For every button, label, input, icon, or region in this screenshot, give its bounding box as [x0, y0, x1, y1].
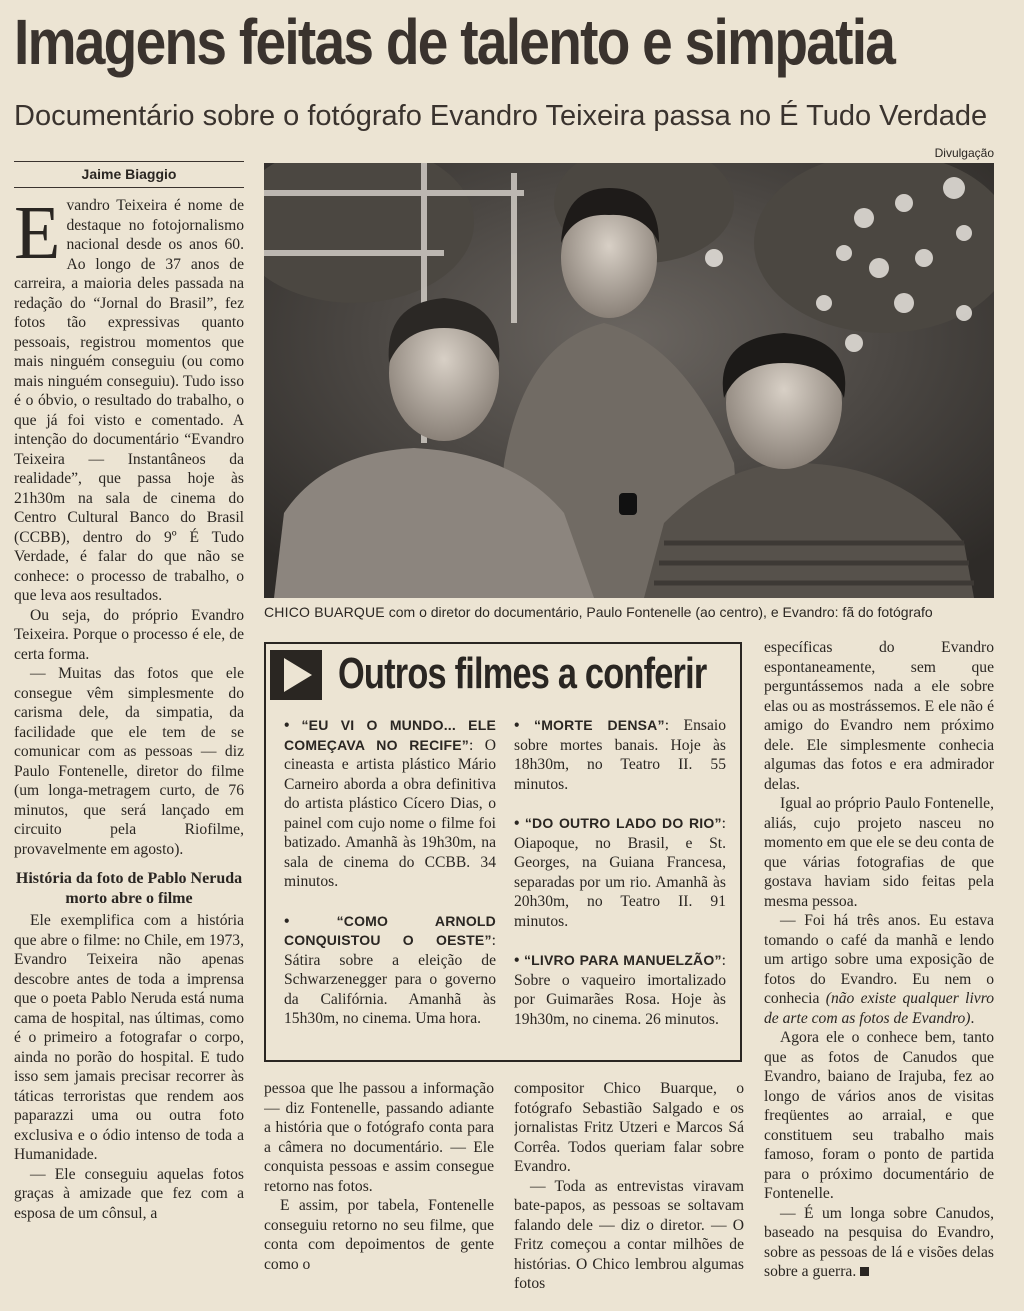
sidebar-item-text: : Ensaio sobre mortes banais. Hoje às 18h30m, no Teatro II. 55 minutos.: [514, 717, 726, 793]
caption-text: com o diretor do documentário, Paulo Fontenelle (ao centro), e Evandro: fã do fotógrafo: [384, 604, 933, 620]
article-paragraph: [14, 196, 244, 606]
article-paragraph: — Ele conseguiu aquelas fotos graças à amizade que fez com a esposa de um cônsul, a: [14, 1165, 244, 1222]
sidebar-item-title: “DO OUTRO LADO DO RIO”: [524, 815, 722, 831]
bullet: •: [284, 912, 337, 930]
sidebar-item-title: “MORTE DENSA”: [534, 717, 665, 733]
bullet: •: [514, 717, 534, 734]
article-paragraph: [764, 911, 994, 1028]
drop-cap: E: [14, 196, 61, 275]
article-paragraph: compositor Chico Buarque, o fotógrafo Sebastião Salgado e os jornalistas Fritz Utzeri e Marcos Sá Corrêa. Todos queriam falar sobre Evandro.: [514, 1080, 744, 1175]
article-column-4: [764, 638, 994, 1308]
article-column-1: [14, 196, 244, 1306]
sidebar-item: [514, 814, 726, 931]
sidebar-item-text: : Sobre o vaqueiro imortalizado por Guimarães Rosa. Hoje às 19h30m, no cinema. 26 minutos.: [514, 952, 726, 1028]
sidebar-item-title: “COMO ARNOLD CONQUISTOU O OESTE”: [284, 912, 496, 948]
article-paragraph: [764, 1204, 994, 1282]
article-column-3: [514, 1079, 744, 1307]
article-paragraph: Ou seja, do próprio Evandro Teixeira. Porque o processo é ele, de certa forma.: [14, 606, 244, 663]
article-paragraph: — Toda as entrevistas viravam bate-papos, as pessoas se soltavam falando dele — diz o diretor. — O Fritz começou a contar milhões de histórias. O Chico lembrou algumas fotos: [514, 1177, 744, 1292]
play-icon: [270, 650, 322, 700]
article-paragraph: — Muitas das fotos que ele consegue vêm simplesmente do carisma dele, da simpatia, da facilidade que ele tem de se comunicar com as pessoas — diz Paulo Fontenelle, diretor do filme (um longa-metragem curto, de 76 minutos, que será lançado em circuito pela Riofilme, provavelmente em agosto).: [14, 665, 244, 858]
sidebar-item-text: : Oiapoque, no Brasil, e St. Georges, na Guiana Francesa, separadas por um rio. Amanhã às 20h30m, no Teatro II. 91 minutos.: [514, 815, 727, 930]
sidebar-item: [514, 951, 726, 1029]
sidebar-item-text: : O cineasta e artista plástico Mário Carneiro aborda a obra definitiva do artista plástico Cícero Dias, o painel com cujo nome o filme foi batizado. Amanhã às 19h30m, na sala de cinema do CCBB. 34 minutos.: [284, 736, 496, 890]
article-paragraph: Ele exemplifica com a história que abre o filme: no Chile, em 1973, Evandro Teixeira não apenas descobre antes de toda a imprensa que o poeta Pablo Neruda está numa cama de hospital, nas últimas, como é o primeiro a fotografar o corpo, ainda no porão do hospital. E tudo isso sem jamais precisar recorrer às táticas terroristas que rendem aos paparazzi uma ou outra foto exclusiva e o ódio intenso de toda a Humanidade.: [14, 912, 244, 1163]
sidebar-item: [284, 716, 496, 892]
subheadline: Documentário sobre o fotógrafo Evandro Teixeira passa no É Tudo Verdade: [14, 100, 988, 132]
article-text: vandro Teixeira é nome de destaque no fotojornalismo nacional desde os anos 60. Ao longo de 37 anos de carreira, a maioria deles passada na redação do “Jornal do Brasil”, fez fotos tão expressivas quanto pessoais, registrou momentos que mais ninguém conseguiu (ou como mais ninguém conseguiu). Tudo isso é o óbvio, o resultado do trabalho, o que já foi visto e comentado. A intenção do documentário “Evandro Teixeira — Instantâneos da realidade”, que passa hoje às 21h30m na sala de cinema do Centro Cultural Banco do Brasil (CCBB), dentro do 9º É Tudo Verdade, é falar do que não se conhece: o processo de trabalho, o que leva aos resultados.: [14, 197, 244, 604]
article-photo: [264, 163, 994, 598]
article-text: — É um longa sobre Canudos, baseado na pesquisa do Evandro, sobre as pessoas de lá e visões delas sobre a guerra.: [764, 1204, 994, 1280]
article-column-2: [264, 1079, 494, 1307]
article-subhead: História da foto de Pablo Neruda morto abre o filme: [15, 870, 243, 907]
sidebar-item: [284, 912, 496, 1029]
article-paragraph: E assim, por tabela, Fontenelle conseguiu retorno no seu filme, que conta com depoimentos de gente como o: [264, 1197, 494, 1273]
sidebar-item-title: “EU VI O MUNDO... ELE COMEÇAVA NO RECIFE”: [284, 717, 496, 753]
end-mark-icon: [860, 1267, 869, 1276]
sidebar-column-2: [514, 716, 726, 1049]
sidebar-title: Outros filmes a conferir: [338, 649, 707, 698]
headline: Imagens feitas de talento e simpatia: [14, 6, 895, 78]
sidebar-item-text: : Sátira sobre a eleição de Schwarzenegger para o governo da Califórnia. Amanhã às 15h30m, no cinema. Uma hora.: [284, 932, 496, 1027]
article-paragraph: pessoa que lhe passou a informação — diz Fontenelle, passando adiante a história que o fotógrafo conta para a câmera no documentário. — Ele conquista pessoas e assim consegue retorno nas fotos.: [264, 1080, 494, 1195]
bullet: •: [514, 815, 525, 832]
sidebar-item: [514, 716, 726, 794]
article-paragraph: Igual ao próprio Paulo Fontenelle, aliás, cujo projeto nasceu no momento em que ele se deu conta de que várias fotografias de que gostava haviam sido feitas pela mesma pessoa.: [764, 795, 994, 910]
photo-credit: Divulgação: [934, 146, 994, 160]
sidebar-item-title: “LIVRO PARA MANUELZÃO”: [523, 952, 722, 968]
byline-rule-bottom: [14, 187, 244, 188]
byline-rule-top: [14, 161, 244, 162]
article-text: .: [970, 1009, 975, 1027]
caption-name: CHICO BUARQUE: [264, 604, 385, 620]
byline: Jaime Biaggio: [81, 166, 177, 182]
article-text: — Foi há três anos. Eu estava tomando o café da manhã e lendo um artigo sobre uma exposição de fotos do Evandro. Eu nem o conhecia: [764, 912, 994, 1007]
photo-illustration: [264, 163, 994, 598]
article-paragraph: Agora ele o conhece bem, tanto que as fotos de Canudos que Evandro, baiano de Irajuba, fez ao longo de vários anos de visitas freqüentes ao arraial, e que constituem seu trabalho mais famoso, foram o ponto de partida para o próximo documentário de Fontenelle.: [764, 1029, 994, 1202]
photo-caption: [264, 602, 994, 622]
article-italic-text: (não existe qualquer livro de arte com as fotos de Evandro): [764, 990, 994, 1027]
sidebar-column-1: [284, 716, 496, 1049]
article-paragraph: específicas do Evandro espontaneamente, sem que perguntássemos nada a ele sobre elas ou as mostrássemos. E ele não é amigo do Evandro nem próximo dele. Ele simplesmente conhecia algumas das fotos e era admirador delas.: [764, 639, 994, 793]
bullet: •: [514, 952, 524, 969]
bullet: •: [284, 717, 302, 734]
